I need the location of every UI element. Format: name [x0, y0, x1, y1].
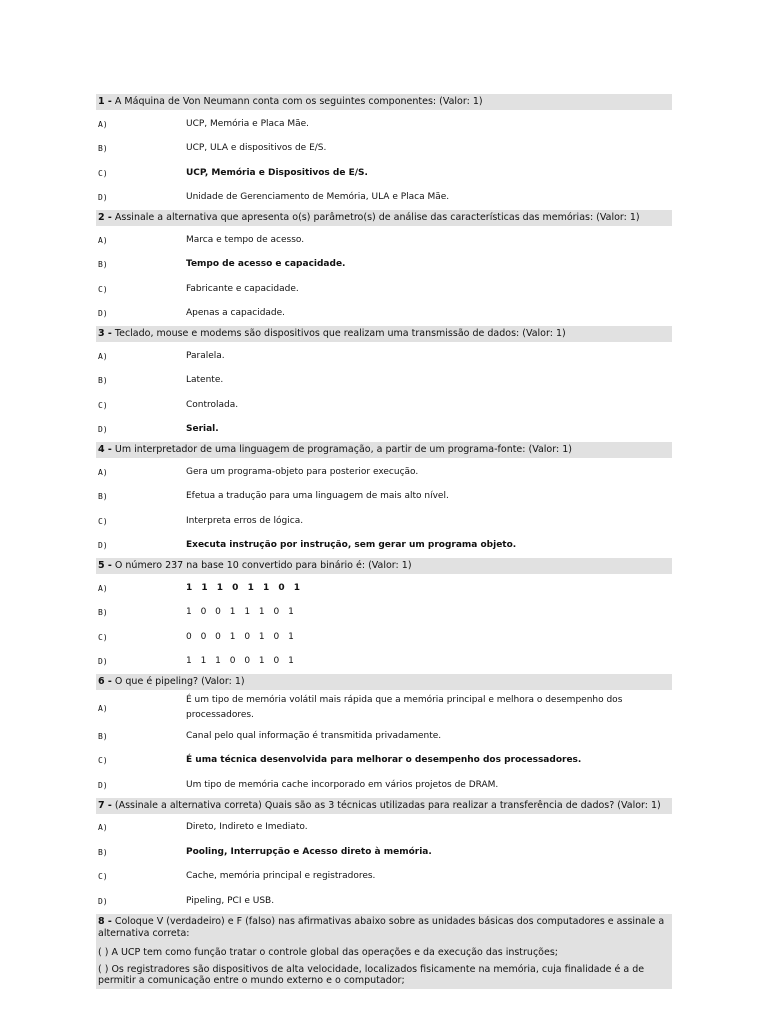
option-text: UCP, Memória e Placa Mãe.: [186, 118, 310, 129]
option-letter: C): [98, 632, 108, 642]
question-header: [96, 442, 672, 458]
correct-option-text: UCP, Memória e Dispositivos de E/S.: [186, 167, 368, 178]
option-letter: A): [98, 583, 108, 593]
option-row: [96, 816, 672, 841]
option-text: Efetua a tradução para uma linguagem de mais alto nível.: [186, 491, 449, 502]
question-3: [96, 326, 672, 442]
question-text: A Máquina de Von Neumann conta com os seguintes componentes: (Valor: 1): [114, 96, 483, 107]
option-row: [96, 650, 672, 675]
question-7: [96, 798, 672, 914]
option-letter: B): [98, 608, 108, 618]
option-text: 0 0 0 1 0 1 0 1: [186, 631, 297, 642]
option-letter: B): [98, 731, 108, 741]
option-letter: B): [98, 144, 108, 154]
option-letter: D): [98, 193, 108, 203]
option-row: [96, 625, 672, 650]
question-text: O que é pipeling? (Valor: 1): [114, 676, 245, 687]
option-row: [96, 509, 672, 534]
option-text: Canal pelo qual informação é transmitida privadamente.: [186, 730, 442, 741]
option-row: [96, 534, 672, 559]
option-letter: B): [98, 492, 108, 502]
option-row: [96, 749, 672, 774]
question-text: Teclado, mouse e modems são dispositivos que realizam uma transmissão de dados: (Valor: 1): [114, 328, 566, 339]
question-number: 2 -: [98, 212, 112, 223]
question-number: 3 -: [98, 328, 112, 339]
option-letter: C): [98, 168, 108, 178]
option-letter: D): [98, 896, 108, 906]
option-letter: D): [98, 425, 108, 435]
correct-option-text: Pooling, Interrupção e Acesso direto à memória.: [186, 846, 432, 857]
question-6: [96, 674, 672, 798]
true-false-statement: ( ) A UCP tem como função tratar o controle global das operações e da execução das instruções;: [98, 946, 558, 958]
option-row: [96, 253, 672, 278]
option-letter: D): [98, 541, 108, 551]
option-text: Interpreta erros de lógica.: [186, 515, 304, 526]
option-letter: A): [98, 235, 108, 245]
option-row: [96, 161, 672, 186]
option-row: [96, 277, 672, 302]
question-number: 7 -: [98, 799, 112, 811]
question-header: [96, 798, 672, 814]
question-1: [96, 94, 672, 210]
option-letter: B): [98, 376, 108, 386]
correct-option-text: Tempo de acesso e capacidade.: [186, 259, 346, 270]
option-text: Unidade de Gerenciamento de Memória, ULA e Placa Mãe.: [186, 192, 450, 203]
option-letter: B): [98, 847, 108, 857]
question-header: [96, 94, 672, 110]
exam-document: [96, 94, 672, 989]
option-row: [96, 112, 672, 137]
option-row: [96, 137, 672, 162]
option-row: [96, 369, 672, 394]
option-row: [96, 692, 672, 724]
correct-option-text: Serial.: [186, 424, 219, 435]
option-text: Pipeling, PCI e USB.: [186, 895, 275, 906]
option-row: [96, 485, 672, 510]
option-letter: C): [98, 516, 108, 526]
option-letter: C): [98, 756, 108, 766]
option-text: UCP, ULA e dispositivos de E/S.: [186, 143, 327, 154]
question-number: 6 -: [98, 676, 112, 687]
option-row: [96, 840, 672, 865]
option-text: Cache, memória principal e registradores.: [186, 871, 376, 882]
option-text: Latente.: [186, 375, 224, 386]
option-letter: D): [98, 657, 108, 667]
question-4: [96, 442, 672, 558]
question-header: [96, 914, 672, 944]
question-5: [96, 558, 672, 674]
option-row: [96, 865, 672, 890]
question-header: [96, 210, 672, 226]
option-row: [96, 302, 672, 327]
option-text: Controlada.: [186, 399, 239, 410]
option-letter: C): [98, 284, 108, 294]
true-false-statement: ( ) Os registradores são dispositivos de alta velocidade, localizados fisicamente na memória, cuja finalidade é a de permitir a comunicação entre o mundo externo e o computador;: [98, 963, 645, 986]
question-8: [96, 914, 672, 989]
option-row: [96, 393, 672, 418]
option-text: Marca e tempo de acesso.: [186, 234, 305, 245]
option-row: [96, 228, 672, 253]
question-header: [96, 674, 672, 690]
option-text: É um tipo de memória volátil mais rápida que a memória principal e melhora o desempenho dos processadores.: [186, 695, 623, 720]
question-text: O número 237 na base 10 convertido para binário é: (Valor: 1): [114, 560, 412, 571]
option-text: Apenas a capacidade.: [186, 308, 286, 319]
question-text: (Assinale a alternativa correta) Quais são as 3 técnicas utilizadas para realizar a transferência de dados? (Valor: 1): [114, 799, 661, 811]
question-text: Assinale a alternativa que apresenta o(s) parâmetro(s) de análise das características das memórias: (Valor: 1): [114, 212, 640, 223]
option-text: Um tipo de memória cache incorporado em vários projetos de DRAM.: [186, 779, 499, 790]
option-row: [96, 724, 672, 749]
question-2: [96, 210, 672, 326]
option-letter: C): [98, 400, 108, 410]
question-header: [96, 558, 672, 574]
question-text: Um interpretador de uma linguagem de programação, a partir de um programa-fonte: (Valor: 1): [114, 444, 572, 455]
option-row: [96, 889, 672, 914]
option-letter: A): [98, 703, 108, 713]
option-text: Direto, Indireto e Imediato.: [186, 822, 308, 833]
option-letter: A): [98, 351, 108, 361]
option-row: [96, 576, 672, 601]
option-row: [96, 344, 672, 369]
question-number: 8 -: [98, 915, 112, 927]
option-row: [96, 418, 672, 443]
option-text: 1 0 0 1 1 1 0 1: [186, 607, 297, 618]
option-letter: D): [98, 780, 108, 790]
question-number: 4 -: [98, 444, 112, 455]
option-row: [96, 601, 672, 626]
correct-option-text: Executa instrução por instrução, sem gerar um programa objeto.: [186, 540, 517, 551]
correct-option-text: É uma técnica desenvolvida para melhorar o desempenho dos processadores.: [186, 755, 582, 766]
question-header: [96, 326, 672, 342]
question-number: 5 -: [98, 560, 112, 571]
option-text: Gera um programa-objeto para posterior execução.: [186, 466, 419, 477]
option-letter: C): [98, 872, 108, 882]
option-letter: B): [98, 260, 108, 270]
option-row: [96, 773, 672, 798]
option-text: Fabricante e capacidade.: [186, 283, 299, 294]
option-letter: A): [98, 467, 108, 477]
option-row: [96, 186, 672, 211]
option-text: 1 1 1 0 0 1 0 1: [186, 656, 297, 667]
question-number: 1 -: [98, 96, 112, 107]
option-letter: A): [98, 119, 108, 129]
correct-option-text: 1 1 1 0 1 1 0 1: [186, 582, 304, 593]
option-row: [96, 460, 672, 485]
option-text: Paralela.: [186, 350, 225, 361]
option-letter: D): [98, 309, 108, 319]
question-text: Coloque V (verdadeiro) e F (falso) nas afirmativas abaixo sobre as unidades básicas dos computadores e assinale a alternativa correta:: [98, 915, 665, 939]
option-letter: A): [98, 823, 108, 833]
